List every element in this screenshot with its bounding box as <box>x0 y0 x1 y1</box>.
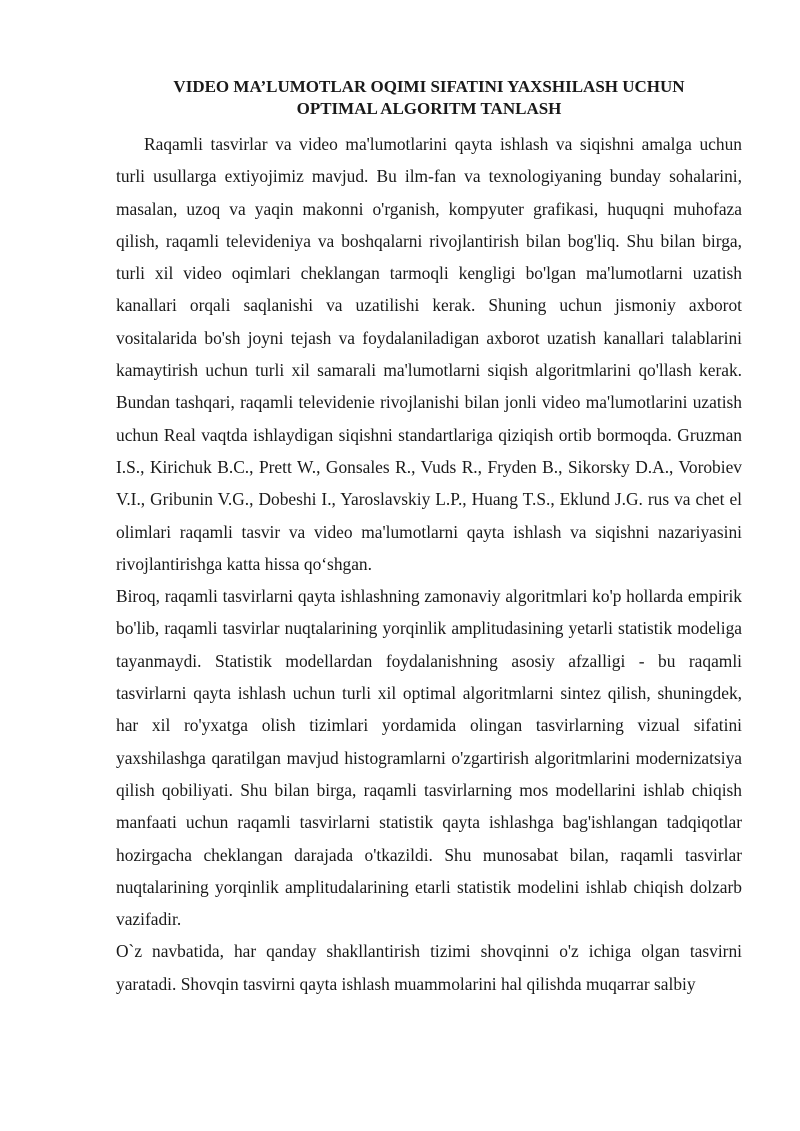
paragraph-2: Biroq, raqamli tasvirlarni qayta ishlashning zamonaviy algoritmlari ko'p hollarda empirik bo'lib, raqamli tasvirlar nuqtalarining yorqinlik amplitudasining yetarli statistik modeliga tayanmaydi. Statistik modellardan foydalanishning asosiy afzalligi - bu raqamli tasvirlarni qayta ishlash uchun turli xil optimal algoritmlarni sintez qilish, shuningdek, har xil ro'yxatga olish tizimlari yordamida olingan tasvirlarning vizual sifatini yaxshilashga qaratilgan mavjud histogramlarni o'zgartirish algoritmlarini modernizatsiya qilish qobiliyati. Shu bilan birga, raqamli tasvirlarning mos modellarini ishlab chiqish manfaati uchun raqamli tasvirlarni statistik qayta ishlashga bag'ishlangan tadqiqotlar hozirgacha cheklangan darajada o'tkazildi. Shu munosabat bilan, raqamli tasvirlar nuqtalarining yorqinlik amplitudalarining etarli statistik modelini ishlab chiqish dolzarb vazifadir. <box>116 586 742 930</box>
paragraph-1: Raqamli tasvirlar va video ma'lumotlarini qayta ishlash va siqishni amalga uchun turli usullarga extiyojimiz mavjud. Bu ilm-fan va texnologiyaning bunday sohalarini, masalan, uzoq va yaqin makonni o'rganish, kompyuter grafikasi, huquqni muhofaza qilish, raqamli televideniya va boshqalarni rivojlantirish bilan bog'liq. Shu bilan birga, turli xil video oqimlari cheklangan tarmoqli kengligi bo'lgan ma'lumotlarni uzatish kanallari orqali saqlanishi va uzatilishi kerak. Shuning uchun jismoniy axborot vositalarida bo'sh joyni tejash va foydalaniladigan axborot uzatish kanallari talablarini kamaytirish uchun turli xil samarali ma'lumotlarni siqish algoritmlarini qo'llash kerak. Bundan tashqari, raqamli televidenie rivojlanishi bilan jonli video ma'lumotlarini uzatish uchun Real vaqtda ishlaydigan siqishni standartlariga qiziqish ortib bormoqda. Gruzman I.S., Kirichuk B.C., Prett W., Gonsales R., Vuds R., Fryden B., Sikorsky D.A., Vorobiev V.I., Gribunin V.G., Dobeshi I., Yaroslavskiy L.P., Huang T.S., Eklund J.G. rus va chet el olimlari raqamli tasvir va video ma'lumotlarni qayta ishlash va siqishni nazariyasini rivojlantirishga katta hissa qo‘shgan. <box>116 134 742 574</box>
title-line-1: VIDEO MA’LUMOTLAR OQIMI SIFATINI YAXSHILASH UCHUN <box>173 77 685 96</box>
document-body <box>116 70 742 1000</box>
document-title <box>116 76 742 120</box>
title-line-2: OPTIMAL ALGORITM TANLASH <box>296 99 562 118</box>
paragraph-3: O`z navbatida, har qanday shakllantirish tizimi shovqinni o'z ichiga olgan tasvirni yaratadi. Shovqin tasvirni qayta ishlash muammolarini hal qilishda muqarrar salbiy <box>116 941 742 994</box>
